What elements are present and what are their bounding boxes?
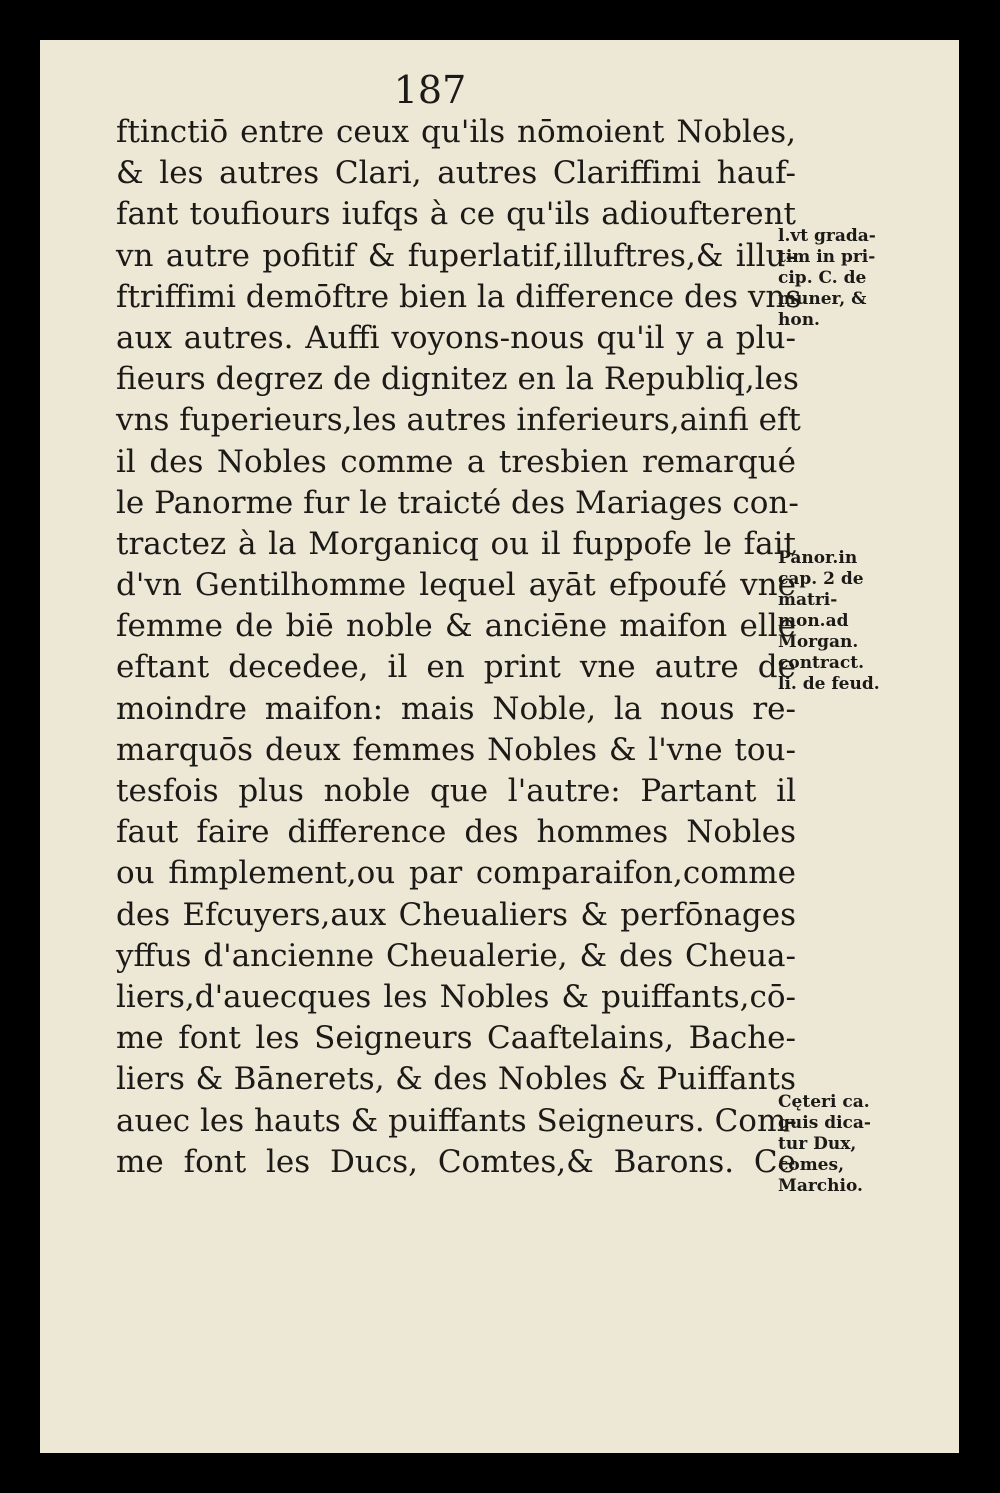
text-line: liers & Bānerets, & des Nobles & Puiffants	[116, 1061, 796, 1098]
text-line: ftinctiō entre ceux qu'ils nōmoient Nobles,	[116, 114, 796, 150]
text-line: vns fuperieurs,les autres inferieurs,ainfi eft	[116, 402, 801, 439]
text-line: me font les Seigneurs Caaftelains, Bache-	[116, 1020, 796, 1057]
margin-note-line: muner, &	[778, 289, 867, 309]
text-line: ou fimplement,ou par comparaifon,comme	[116, 855, 796, 892]
text-line: femme de biē noble & anciēne maifon elle	[116, 608, 796, 645]
text-line: le Panorme fur le traicté des Mariages con-	[116, 484, 799, 521]
book-page	[40, 40, 959, 1453]
text-line: yffus d'ancienne Cheualerie, & des Cheua-	[116, 937, 796, 974]
text-line: fieurs degrez de dignitez en la Republiq,les	[116, 361, 799, 398]
text-line: d'vn Gentilhomme lequel ayāt efpoufé vne	[116, 567, 796, 604]
margin-note-line: tur Dux,	[778, 1134, 857, 1154]
margin-note-line: Morgan.	[778, 632, 859, 652]
text-line: tesfois plus noble que l'autre: Partant il	[116, 773, 796, 809]
margin-note-line: hon.	[778, 310, 820, 330]
text-line: auec les hauts & puiffants Seigneurs. Com-	[116, 1102, 797, 1139]
margin-note-line: mon.ad	[778, 611, 849, 631]
margin-note-line: cip. C. de	[778, 268, 867, 288]
margin-note-codex	[778, 226, 928, 331]
text-line: faut faire difference des hommes Nobles	[116, 814, 796, 851]
text-line: il des Nobles comme a tresbien remarqué	[116, 443, 796, 480]
text-line: liers,d'auecques les Nobles & puiffants,cō-	[116, 978, 796, 1015]
text-line: marquōs deux femmes Nobles & l'vne tou-	[116, 731, 796, 768]
margin-note-line: Cęteri ca.	[778, 1092, 870, 1112]
text-line: eftant decedee, il en print vne autre de	[116, 649, 796, 686]
margin-note-line: Panor.in	[778, 548, 858, 568]
margin-note-ceteri	[778, 1092, 928, 1197]
text-line: tractez à la Morganicq ou il fuppofe le fait	[116, 525, 796, 562]
text-line: & les autres Clari, autres Clariffimi hauf-	[116, 155, 796, 192]
text-line: des Efcuyers,aux Cheualiers & perfōnages	[116, 896, 796, 933]
margin-note-line: tim in pri-	[778, 247, 876, 267]
text-line: aux autres. Auffi voyons-nous qu'il y a plu-	[116, 319, 796, 356]
margin-note-line: contract.	[778, 653, 864, 673]
margin-note-panormitanus	[778, 548, 928, 695]
page-number: 187	[393, 68, 467, 112]
margin-note-line: cap. 2 de	[778, 569, 864, 589]
text-line: me font les Ducs, Comtes,& Barons. Ce	[116, 1143, 796, 1180]
text-line: fant toufiours iufqs à ce qu'ils adioufterent	[116, 196, 796, 233]
margin-note-line: matri-	[778, 590, 838, 610]
margin-note-line: comes,	[778, 1155, 844, 1175]
margin-note-line: quis dica-	[778, 1113, 871, 1133]
margin-note-line: Marchio.	[778, 1176, 863, 1196]
text-line: moindre maifon: mais Noble, la nous re-	[116, 690, 796, 727]
text-line: vn autre pofitif & fuperlatif,illuftres,& illu-	[116, 237, 796, 274]
text-line: ftriffimi demōftre bien la difference des vns	[116, 278, 802, 315]
margin-note-line: li. de feud.	[778, 674, 880, 694]
margin-note-line: l.vt grada-	[778, 226, 876, 246]
